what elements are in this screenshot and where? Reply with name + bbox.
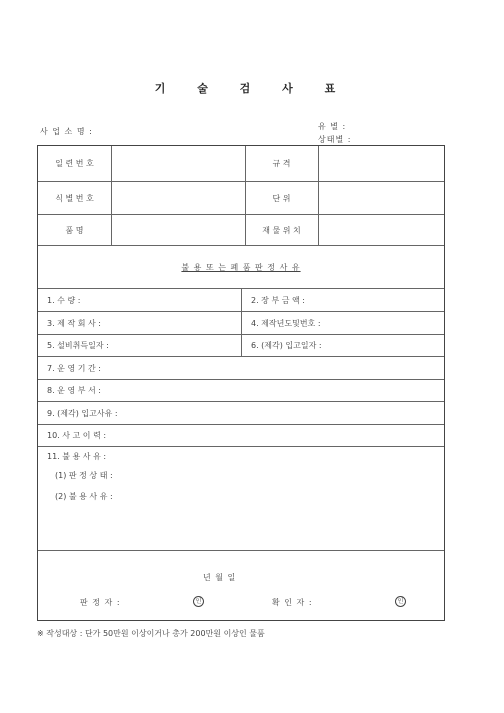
business-name-label: 사 업 소 명 : (40, 127, 93, 136)
maker-row (38, 312, 444, 335)
reason-title-row (38, 246, 444, 289)
serial-value-cell[interactable] (112, 146, 245, 181)
item-row (38, 215, 444, 246)
judgment-status-field[interactable]: (1) 판 정 상 태 : (55, 471, 113, 480)
inspection-form-table (37, 145, 445, 621)
entry-reason-field[interactable]: 9. (제각) 입고사유 : (47, 408, 118, 418)
accident-history-field[interactable]: 10. 사 고 이 력 : (47, 431, 107, 440)
maker-field[interactable]: 3. 제 작 회 사 : (47, 318, 101, 328)
serial-label: 일 련 번 호 (55, 159, 94, 168)
operation-period-field[interactable]: 7. 운 영 기 간 : (47, 363, 101, 373)
serial-row (38, 146, 444, 182)
year-number-field[interactable]: 4. 제작년도및번호 : (251, 318, 321, 328)
disuse-reason-block (38, 447, 444, 551)
status-label: 상태별 : (318, 135, 352, 144)
confirm-seal[interactable] (395, 596, 406, 607)
type-label: 유 별 : (318, 122, 347, 131)
department-row (38, 380, 444, 402)
unit-value-cell[interactable] (319, 182, 444, 214)
item-name-label: 품 명 (65, 225, 84, 235)
spec-label: 규 격 (272, 159, 291, 168)
item-name-value-cell[interactable] (112, 215, 245, 245)
signature-block (38, 551, 444, 620)
date-line[interactable]: 년 월 일 (203, 573, 237, 582)
disuse-reason-heading: 11. 불 용 사 유 : (47, 452, 107, 461)
acquisition-row (38, 335, 444, 357)
entry-reason-row (38, 402, 444, 425)
unit-label: 단 위 (272, 193, 291, 203)
seal-mark-icon: 인 (193, 596, 204, 607)
spec-value-cell[interactable] (319, 146, 444, 181)
disuse-reason-field[interactable]: (2) 불 용 사 유 : (55, 492, 113, 501)
judge-label: 판 정 자 : (80, 598, 121, 607)
entry-date-field[interactable]: 6. (제각) 입고일자 : (251, 341, 322, 350)
operation-department-field[interactable]: 8. 운 영 부 서 : (47, 386, 101, 395)
reason-title: 불 용 또 는 폐 품 판 정 사 유 (181, 262, 301, 272)
quantity-field[interactable]: 1. 수 량 : (47, 295, 81, 305)
page-title: 기 술 검 사 표 (154, 82, 350, 95)
id-row (38, 182, 444, 215)
location-value-cell[interactable] (319, 215, 444, 245)
id-number-label: 식 별 번 호 (55, 193, 94, 203)
id-number-value-cell[interactable] (112, 182, 245, 214)
accident-row (38, 425, 444, 447)
seal-mark-icon: 인 (395, 596, 406, 607)
judge-seal[interactable] (193, 596, 204, 607)
period-row (38, 357, 444, 380)
confirm-label: 확 인 자 : (272, 598, 313, 607)
location-label: 재 물 위 치 (262, 225, 301, 235)
book-amount-field[interactable]: 2. 장 부 금 액 : (251, 295, 305, 305)
acquisition-date-field[interactable]: 5. 설비취득일자 : (47, 341, 109, 350)
footnote: ※ 작성대상 : 단가 50만원 이상이거나 총가 200만원 이상인 물품 (37, 629, 265, 638)
quantity-row (38, 289, 444, 312)
